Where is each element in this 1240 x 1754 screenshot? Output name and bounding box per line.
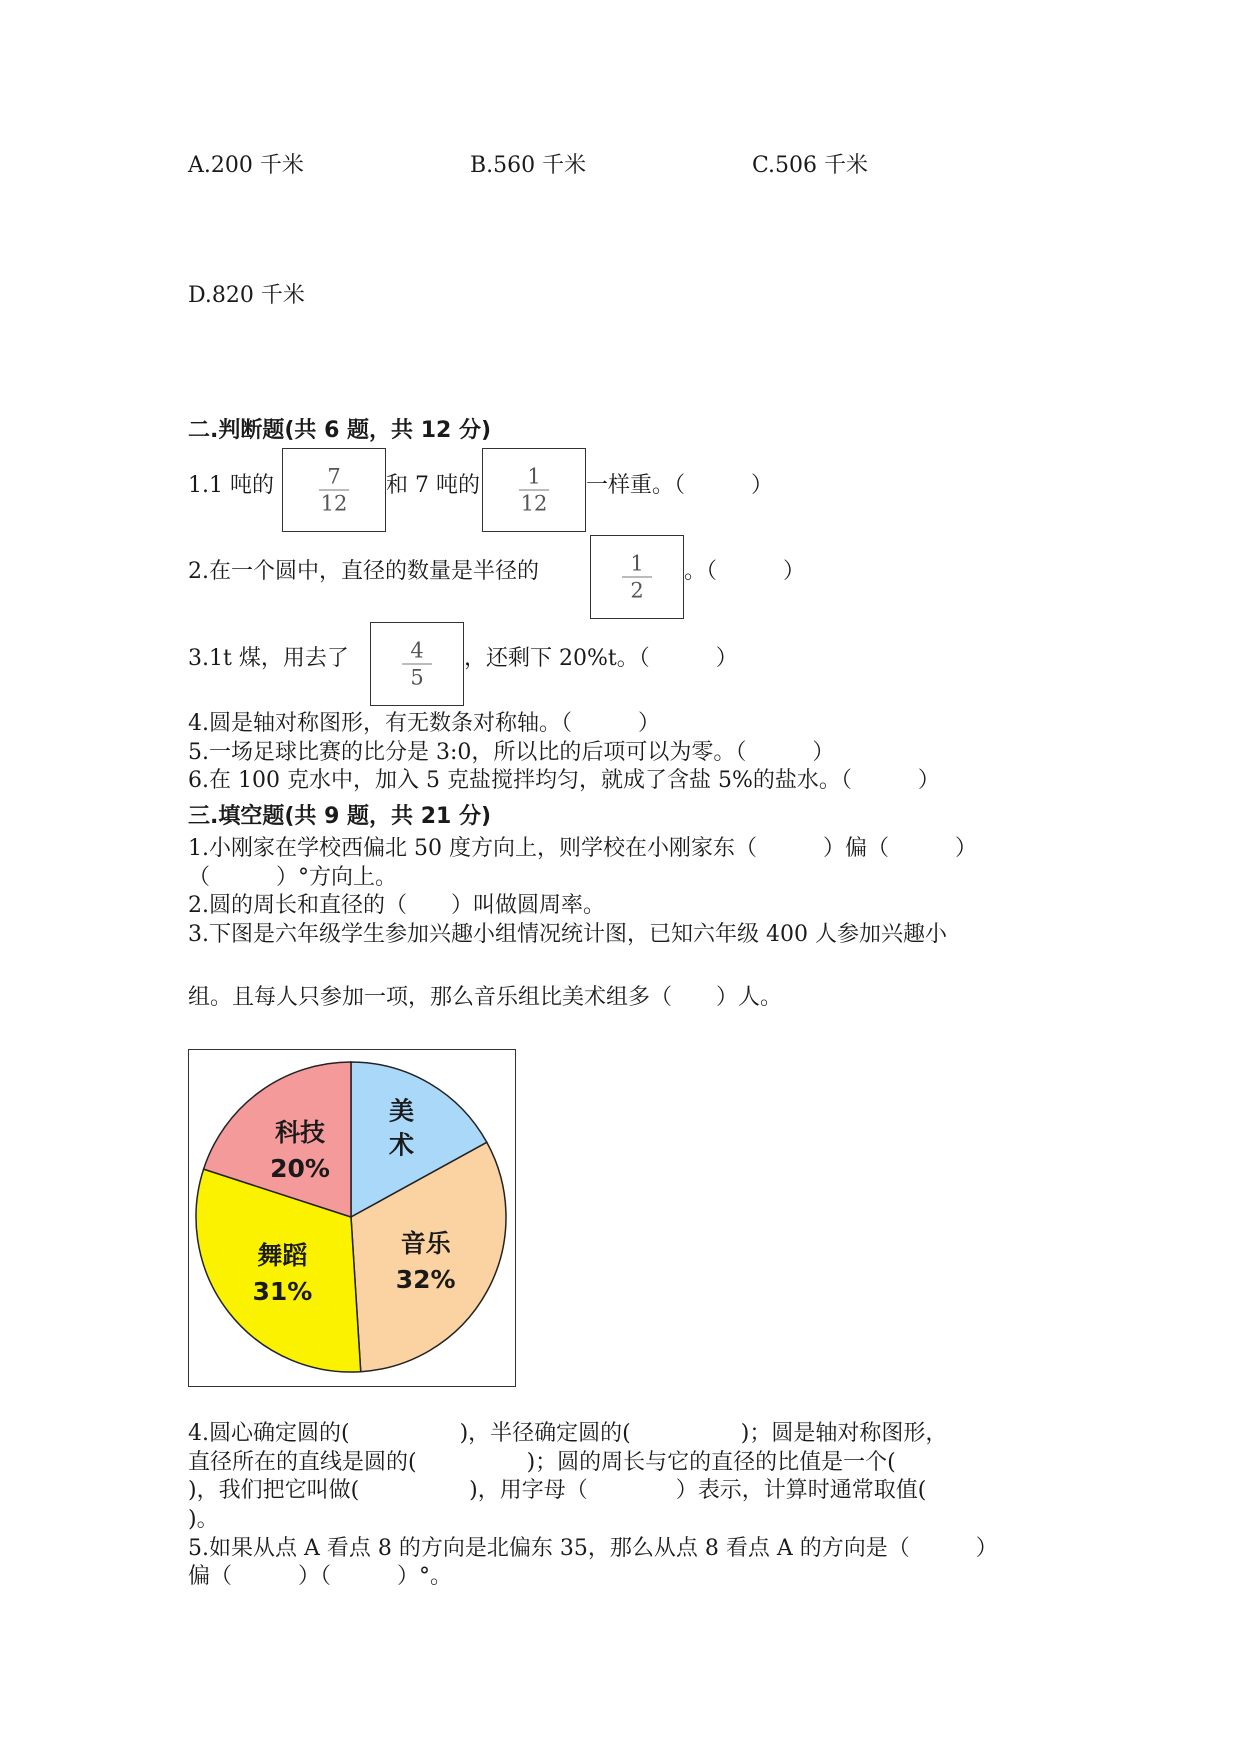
fill-q3-line2: 组。且每人只参加一项，那么音乐组比美术组多（ ）人。	[188, 985, 783, 1010]
fraction-denominator: 2	[630, 578, 644, 603]
fill-q5-line2: 偏（ ）（ ）°。	[188, 1564, 453, 1589]
section-title-fill-blank: 三.填空题(共 9 题，共 21 分)	[188, 804, 492, 829]
fraction-denominator: 12	[320, 491, 348, 516]
fraction-box	[282, 448, 386, 532]
fill-q4-line2: 直径所在的直线是圆的( )；圆的周长与它的直径的比值是一个(	[188, 1450, 896, 1475]
pie-chart-frame	[188, 1049, 516, 1387]
fraction-numerator: 1	[630, 551, 644, 576]
fraction-denominator: 5	[410, 665, 424, 690]
pie-slice-value: 31%	[252, 1277, 313, 1307]
judgment-q1-part1: 1.1 吨的	[188, 473, 274, 498]
fill-q4-line4: )。	[188, 1507, 219, 1532]
judgment-q5: 5.一场足球比赛的比分是 3:0，所以比的后项可以为零。（ ）	[188, 740, 835, 765]
judgment-q3-part1: 3.1t 煤，用去了	[188, 646, 349, 671]
fraction	[591, 552, 683, 603]
judgment-q2-part1: 2.在一个圆中，直径的数量是半径的	[188, 559, 539, 584]
fraction	[283, 465, 385, 516]
option-a: A.200 千米	[188, 153, 304, 178]
fill-q2: 2.圆的周长和直径的（ ）叫做圆周率。	[188, 893, 605, 918]
option-c: C.506 千米	[752, 153, 869, 178]
pie-slice-label: 美	[388, 1096, 415, 1126]
fraction-numerator: 1	[527, 464, 541, 489]
judgment-q3-part2: ，还剩下 20%t。（ ）	[464, 646, 738, 671]
fraction	[483, 465, 585, 516]
fraction	[371, 639, 463, 690]
judgment-q6: 6.在 100 克水中，加入 5 克盐搅拌均匀，就成了含盐 5%的盐水。（ ）	[188, 768, 940, 793]
fill-q3-line1: 3.下图是六年级学生参加兴趣小组情况统计图，已知六年级 400 人参加兴趣小	[188, 922, 947, 947]
pie-slice-value: 32%	[395, 1265, 456, 1295]
fill-q4-line1: 4.圆心确定圆的( )，半径确定圆的( )；圆是轴对称图形，	[188, 1421, 948, 1446]
judgment-q4: 4.圆是轴对称图形，有无数条对称轴。（ ）	[188, 711, 660, 736]
fill-q1-line1: 1.小刚家在学校西偏北 50 度方向上，则学校在小刚家东（ ）偏（ ）	[188, 836, 977, 861]
fraction-box	[590, 535, 684, 619]
fill-q4-line3: )，我们把它叫做( )，用字母（ ）表示，计算时通常取值(	[188, 1478, 927, 1503]
option-d: D.820 千米	[188, 283, 305, 308]
pie-slice-label: 音乐	[400, 1229, 451, 1259]
fraction-numerator: 7	[327, 464, 341, 489]
fill-q5-line1: 5.如果从点 A 看点 8 的方向是北偏东 35，那么从点 8 看点 A 的方向是（ ）	[188, 1536, 998, 1561]
pie-slice-value: 20%	[270, 1153, 330, 1183]
judgment-q2-part2: 。（ ）	[684, 559, 806, 584]
judgment-q1-part3: 一样重。（ ）	[586, 473, 774, 498]
judgment-q1-part2: 和 7 吨的	[386, 473, 480, 498]
fraction-box	[482, 448, 586, 532]
fraction-numerator: 4	[410, 638, 424, 663]
section-title-judgment: 二.判断题(共 6 题，共 12 分)	[188, 418, 492, 443]
pie-slice-label: 科技	[274, 1117, 326, 1147]
fraction-box	[370, 622, 464, 706]
option-b: B.560 千米	[470, 153, 587, 178]
pie-slice-label: 舞蹈	[257, 1241, 308, 1271]
pie-slice-label: 术	[388, 1130, 415, 1160]
pie-chart	[189, 1050, 515, 1386]
fill-q1-line2: （ ）°方向上。	[188, 865, 398, 890]
fraction-denominator: 12	[520, 491, 548, 516]
